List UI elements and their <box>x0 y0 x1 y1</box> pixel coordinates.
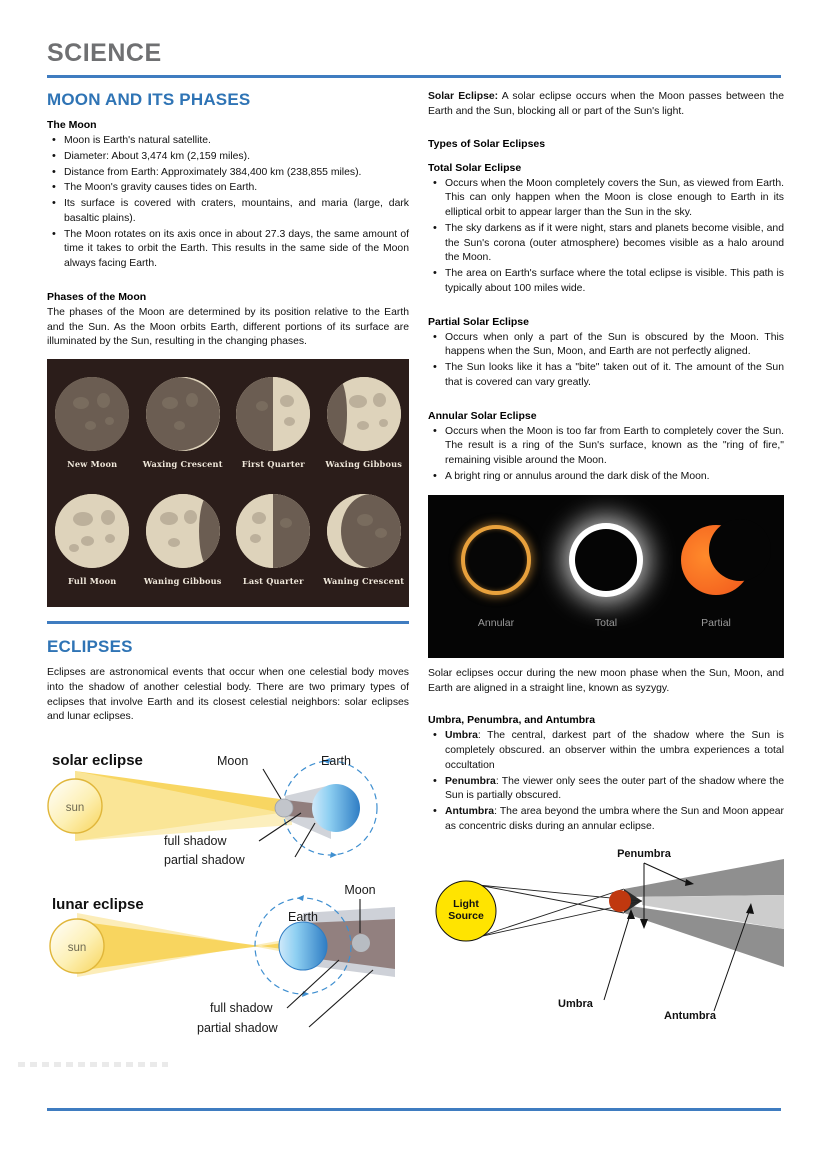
heading-the-moon: The Moon <box>47 119 97 131</box>
heading-total-solar-eclipse: Total Solar Eclipse <box>428 161 522 174</box>
solar-eclipse-lead-label: Solar Eclipse: <box>428 91 499 102</box>
term-penumbra-text: : The viewer only sees the outer part of the shadow where the Sun is partially obscured. <box>445 775 784 802</box>
moon-disc-full-moon <box>55 494 129 568</box>
moon-disc-last-quarter <box>236 494 310 568</box>
moon-phase-cell-full-moon <box>47 484 138 601</box>
moon-phase-label: Full Moon <box>68 576 117 587</box>
light-source-label-line2: Source <box>448 909 484 922</box>
moon-phase-cell-waning-gibbous <box>138 484 229 601</box>
solar-full-shadow-label: full shadow <box>164 834 227 849</box>
eclipse-photo-annular <box>442 517 550 629</box>
solar-earth-label: Earth <box>321 754 351 769</box>
list-partial-solar-eclipse <box>428 331 784 391</box>
eclipses-section-rule <box>47 621 409 624</box>
right-column <box>428 90 784 1023</box>
list-item: • Occurs when the Moon is too far from Earth to completely cover the Sun. The result is a ring of the Sun's surface, known as the "ring of fire," remaining visible around the Moon. <box>445 425 784 469</box>
moon-disc-waxing-gibbous <box>327 377 401 451</box>
faint-watermark-artifact <box>18 1062 168 1067</box>
list-annular-solar-eclipse <box>428 425 784 485</box>
moon-phase-cell-new-moon <box>47 367 138 484</box>
moon-phase-grid <box>47 367 409 601</box>
moon-phase-label: Waxing Gibbous <box>325 459 403 470</box>
heading-partial-solar-eclipse: Partial Solar Eclipse <box>428 315 529 328</box>
solar-diagram-title: solar eclipse <box>52 752 143 770</box>
paragraph-syzygy: Solar eclipses occur during the new moon phase when the Sun, Moon, and Earth are aligned in a straight line, known as syzygy. <box>428 667 784 694</box>
moon-phase-cell-waxing-crescent <box>138 367 229 484</box>
lunar-full-shadow-label: full shadow <box>210 1001 273 1016</box>
solar-eclipse-lead-text: A solar eclipse occurs when the Moon passes between the Earth and the Sun, blocking all or part of the Sun's light. <box>428 91 784 117</box>
antumbra-label: Antumbra <box>664 1009 716 1022</box>
list-item <box>445 775 784 805</box>
solar-moon-label: Moon <box>217 754 249 769</box>
moon-disc-waxing-crescent <box>146 377 220 451</box>
lunar-earth-label: Earth <box>288 910 318 925</box>
list-item <box>445 729 784 773</box>
term-antumbra-text: : The area beyond the umbra where the Sun and Moon appear as concentric disks during an annular eclipse. <box>445 806 784 832</box>
list-item: • The Sun looks like it has a "bite" taken out of it. The amount of the Sun that is covered can vary greatly. <box>445 361 784 391</box>
lunar-diagram-title: lunar eclipse <box>52 896 144 914</box>
list-item: • The Moon's gravity causes tides on Earth. <box>64 181 409 196</box>
list-item: • Occurs when the Moon completely covers the Sun, as viewed from Earth. This can only happen when the Moon is close enough to Earth in its elliptical orbit to appear larger than the Sun in the sky. <box>445 177 784 221</box>
partial-crescent-icon <box>681 525 751 595</box>
figure-umbra-penumbra-antumbra-diagram <box>428 845 784 1023</box>
paragraph-phases-of-the-moon: The phases of the Moon are determined by its position relative to the Earth and the Sun. As the Moon orbits Earth, different portions of its surface are illuminated by the Sun, resulting in the changing phases. <box>47 306 409 348</box>
list-item: • Occurs when only a part of the Sun is obscured by the Moon. This happens when the Sun, Moon, and Earth are not perfectly aligned. <box>445 331 784 361</box>
moon-phase-label: First Quarter <box>241 459 305 470</box>
term-antumbra: Antumbra <box>445 806 495 818</box>
moon-disc-first-quarter <box>236 377 310 451</box>
eclipse-photo-partial <box>662 517 770 629</box>
list-total-solar-eclipse <box>428 177 784 297</box>
eclipse-photo-label: Total <box>594 616 618 629</box>
moon-disc-new-moon <box>55 377 129 451</box>
list-item: • A bright ring or annulus around the dark disk of the Moon. <box>445 470 784 485</box>
term-umbra-text: : The central, darkest part of the shadow where the Sun is completely obscured. an observer within the umbra experiences a total occultation <box>445 730 784 771</box>
heading-types-of-solar-eclipses: Types of Solar Eclipses <box>428 137 546 150</box>
header-rule <box>47 75 781 78</box>
list-item: • Diameter: About 3,474 km (2,159 miles). <box>64 150 409 165</box>
heading-phases-of-the-moon: Phases of the Moon <box>47 290 147 303</box>
list-item: • Its surface is covered with craters, mountains, and maria (large, dark basaltic plains). <box>64 197 409 227</box>
list-item: • Moon is Earth's natural satellite. <box>64 134 409 149</box>
moon-phase-cell-last-quarter <box>228 484 319 601</box>
moon-phase-label: New Moon <box>67 459 118 470</box>
figure-eclipse-types-photos <box>428 495 784 658</box>
paragraph-solar-eclipse-definition <box>428 90 784 120</box>
total-corona-icon <box>575 529 637 591</box>
umbra-label: Umbra <box>558 997 593 1010</box>
heading-umbra-penumbra-antumbra: Umbra, Penumbra, and Antumbra <box>428 714 596 727</box>
light-source-label-line1: Light <box>453 897 479 910</box>
moon-phase-cell-waning-crescent <box>319 484 410 601</box>
moon-phase-label: Last Quarter <box>242 576 304 587</box>
moon-phase-label: Waning Crescent <box>323 576 405 587</box>
penumbra-label: Penumbra <box>617 847 671 860</box>
list-item: • Distance from Earth: Approximately 384,400 km (238,855 miles). <box>64 166 409 181</box>
list-item: • The sky darkens as if it were night, stars and planets become visible, and the Sun's corona (outer atmosphere) becomes visible as a halo around the Moon. <box>445 222 784 266</box>
list-item: • The Moon rotates on its axis once in about 27.3 days, the same amount of time it takes to orbit the Earth. This results in the same side of the Moon always facing Earth. <box>64 228 409 272</box>
eclipse-photo-total <box>552 517 660 629</box>
figure-moon-phases <box>47 359 409 607</box>
lunar-partial-shadow-label: partial shadow <box>197 1021 278 1036</box>
moon-disc-waning-gibbous <box>146 494 220 568</box>
moon-phase-label: Waxing Crescent <box>142 459 223 470</box>
heading-annular-solar-eclipse: Annular Solar Eclipse <box>428 409 537 422</box>
solar-sun-label: sun <box>65 802 85 815</box>
list-item: • The area on Earth's surface where the total eclipse is visible. This path is typically about 100 miles wide. <box>445 267 784 297</box>
figure-lunar-eclipse-diagram <box>47 877 397 1042</box>
section-title-eclipses: ECLIPSES <box>47 637 133 657</box>
eclipse-photo-label: Partial <box>701 616 731 629</box>
lunar-sun-label: sun <box>67 942 87 955</box>
masthead <box>47 40 781 66</box>
section-title-moon-and-its-phases: MOON AND ITS PHASES <box>47 90 251 109</box>
annular-ring-icon <box>461 525 531 595</box>
term-umbra: Umbra <box>445 730 478 742</box>
footer-rule <box>47 1108 781 1111</box>
list-item <box>445 805 784 835</box>
moon-phase-cell-first-quarter <box>228 367 319 484</box>
paragraph-eclipses-intro: Eclipses are astronomical events that occur when one celestial body moves into the shadow of another celestial body. There are two primary types of eclipses that involve Earth and its closest celestial neighbors: solar eclipses and lunar eclipses. <box>47 667 409 723</box>
page-title: SCIENCE <box>47 39 162 67</box>
term-penumbra: Penumbra <box>445 775 496 787</box>
moon-disc-waning-crescent <box>327 494 401 568</box>
list-umbra-terms <box>428 729 784 834</box>
figure-solar-eclipse-diagram <box>47 743 387 871</box>
left-column <box>47 90 409 1042</box>
moon-phase-label: Waning Gibbous <box>143 576 222 587</box>
moon-phase-cell-waxing-gibbous <box>319 367 410 484</box>
lunar-moon-label: Moon <box>344 883 376 898</box>
solar-partial-shadow-label: partial shadow <box>164 853 245 868</box>
list-the-moon-facts <box>47 134 409 272</box>
eclipse-photo-label: Annular <box>477 616 515 629</box>
